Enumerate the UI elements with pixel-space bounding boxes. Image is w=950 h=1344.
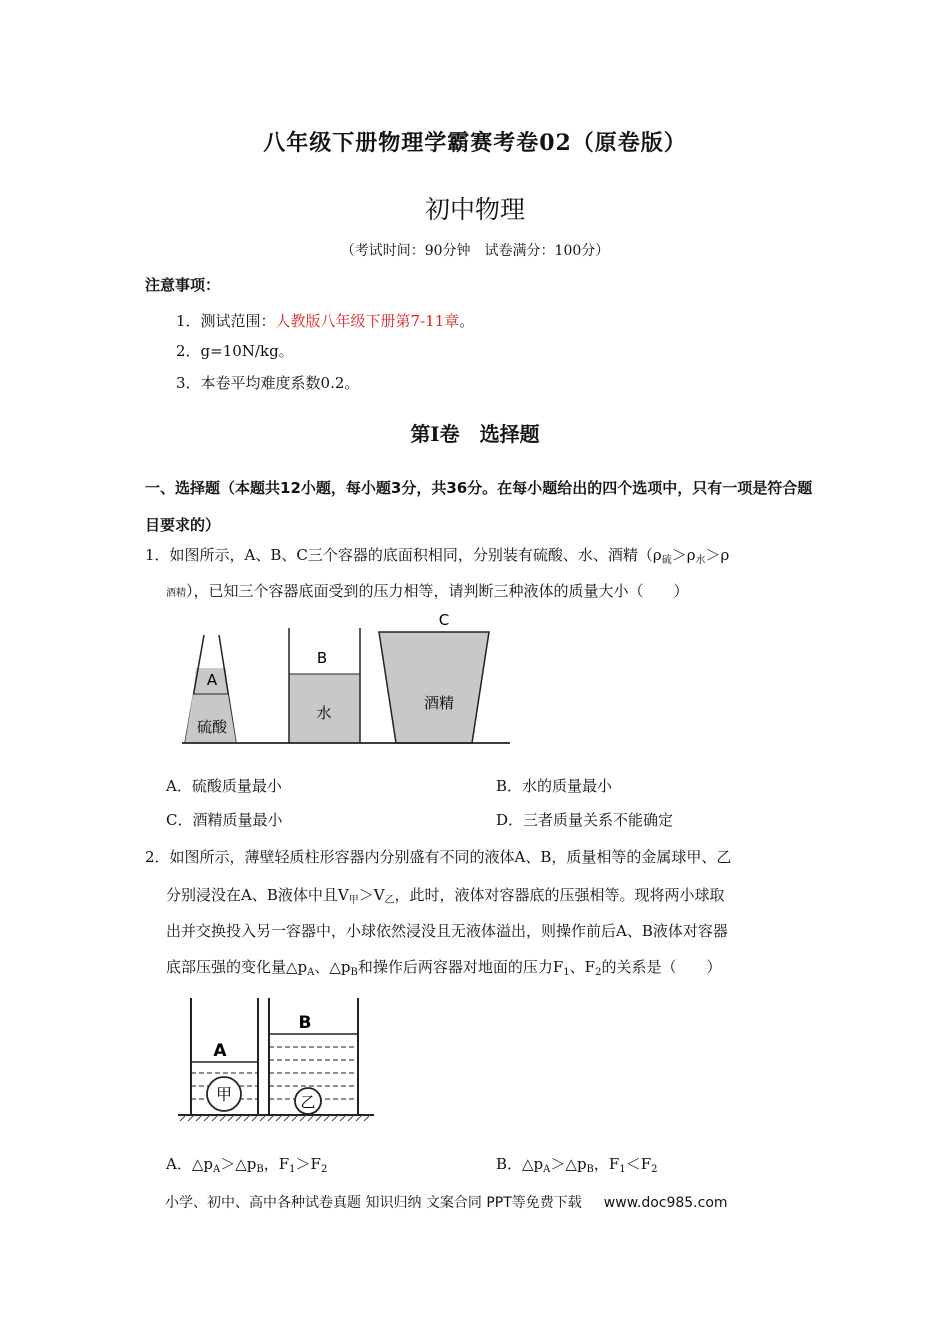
q2-text-e: 、△p — [314, 958, 351, 976]
q2-b-t1: B．△p — [496, 1155, 544, 1173]
exam-info: （考试时间：90分钟 试卷满分：100分） — [340, 243, 610, 259]
footer — [165, 1192, 728, 1212]
q2-text-b: ＞V — [358, 886, 385, 904]
q2-a-t1: A．△p — [166, 1155, 213, 1173]
q1-sub-water: 水 — [695, 555, 706, 566]
q2-text-c: ，此时，液体对容器底的压强相等。现将两小球取 — [394, 886, 725, 904]
page-title: 八年级下册物理学霸赛考卷02（原卷版） — [263, 130, 687, 156]
liquid-a-label: 硫酸 — [196, 718, 228, 736]
q2-option-b[interactable] — [496, 1153, 658, 1175]
q2-a-t4: ＞F — [295, 1155, 321, 1173]
label-b: B — [298, 1013, 312, 1033]
notice-item-1-prefix: 1．测试范围： — [176, 312, 276, 330]
notice-item-1-suffix: 。 — [459, 312, 475, 330]
q2-b-t2: ＞△p — [550, 1155, 587, 1173]
question-2-line-2 — [166, 878, 816, 918]
q1-text-d: ），已知三个容器底面受到的压力相等，请判断三种液体的质量大小（ ） — [186, 582, 689, 600]
q2-b-s3: 1 — [619, 1164, 626, 1175]
q2-option-a[interactable] — [166, 1153, 327, 1175]
q2-b-s2: B — [586, 1164, 594, 1175]
q1-option-c[interactable]: C．酒精质量最小 — [166, 811, 283, 829]
label-b: B — [316, 649, 328, 667]
notice-item-1-range: 人教版八年级下册第7-11章 — [275, 312, 460, 330]
question-1-line-1 — [145, 538, 815, 578]
q2-sub-2: 2 — [595, 967, 602, 978]
q2-a-t2: ＞△p — [220, 1155, 257, 1173]
q2-a-s1: A — [212, 1164, 221, 1175]
q2-text-a: 分别浸没在A、B液体中且V — [166, 886, 349, 904]
q2-sub-b: B — [350, 967, 358, 978]
q1-sub-alcohol: 酒精 — [166, 588, 186, 599]
section-title: 第Ⅰ卷 选择题 — [410, 422, 540, 446]
q2-a-s2: B — [256, 1164, 264, 1175]
ball-jia-label: 甲 — [215, 1085, 233, 1104]
q2-text-h: 的关系是（ ） — [601, 958, 722, 976]
q1-option-a[interactable]: A．硫酸质量最小 — [166, 777, 282, 795]
q2-sub-a: A — [307, 967, 315, 978]
q2-text-g: 、F — [569, 958, 596, 976]
q2-b-t4: ＜F — [625, 1155, 652, 1173]
question-2-line-4 — [166, 950, 816, 990]
footer-link[interactable]: www.doc985.com — [603, 1195, 728, 1211]
notice-item-1 — [176, 310, 474, 331]
notice-item-2: 2．g=10N/kg。 — [176, 342, 294, 360]
q1-text-c: ＞ρ — [705, 546, 730, 564]
q2-sub-1: 1 — [563, 967, 570, 978]
q1-sub-sulfuric: 硫 — [661, 555, 672, 566]
notice-item-3: 3．本卷平均难度系数0.2。 — [176, 374, 360, 392]
liquid-alcohol — [379, 632, 489, 743]
q2-sub-yi: 乙 — [384, 895, 395, 906]
q2-a-s4: 2 — [320, 1164, 328, 1175]
q2-sub-jia: 甲 — [348, 895, 359, 906]
notice-heading: 注意事项： — [145, 276, 221, 294]
label-c: C — [438, 611, 450, 629]
label-a: A — [213, 1041, 227, 1061]
footer-text: 小学、初中、高中各种试卷真题 知识归纳 文案合同 PPT等免费下载 — [165, 1195, 582, 1211]
q2-a-t3: ，F — [263, 1155, 290, 1173]
question-2-figure — [178, 990, 378, 1122]
question-2-line-3: 出并交换投入另一容器中，小球依然浸没且无液体溢出，则操作前后A、B液体对容器 — [166, 922, 728, 940]
liquid-b-label: 水 — [316, 704, 332, 722]
q1-text-b: ＞ρ — [671, 546, 696, 564]
q1-text-a: 1．如图所示，A、B、C三个容器的底面积相同，分别装有硫酸、水、酒精（ρ — [145, 546, 662, 564]
question-2-line-1: 2．如图所示，薄壁轻质柱形容器内分别盛有不同的液体A、B，质量相等的金属球甲、乙 — [145, 848, 732, 866]
q1-option-d[interactable]: D．三者质量关系不能确定 — [496, 811, 674, 829]
q2-a-s3: 1 — [289, 1164, 296, 1175]
section-heading: 一、选择题（本题共12小题，每小题3分，共36分。在每小题给出的四个选项中，只有一项是符合题目要求的） — [145, 479, 813, 534]
question-1-figure — [182, 608, 512, 750]
q2-b-s4: 2 — [651, 1164, 658, 1175]
q2-text-d: 底部压强的变化量△p — [166, 958, 308, 976]
q2-b-s1: A — [543, 1164, 551, 1175]
ball-yi-label: 乙 — [300, 1093, 316, 1111]
liquid-c-label: 酒精 — [423, 694, 455, 712]
q2-text-f: 和操作后两容器对地面的压力F — [357, 958, 564, 976]
question-1-line-2 — [166, 574, 816, 611]
page-subtitle: 初中物理 — [424, 195, 525, 224]
q1-option-b[interactable]: B．水的质量最小 — [496, 777, 613, 795]
label-a: A — [206, 671, 218, 689]
q2-b-t3: ，F — [593, 1155, 620, 1173]
